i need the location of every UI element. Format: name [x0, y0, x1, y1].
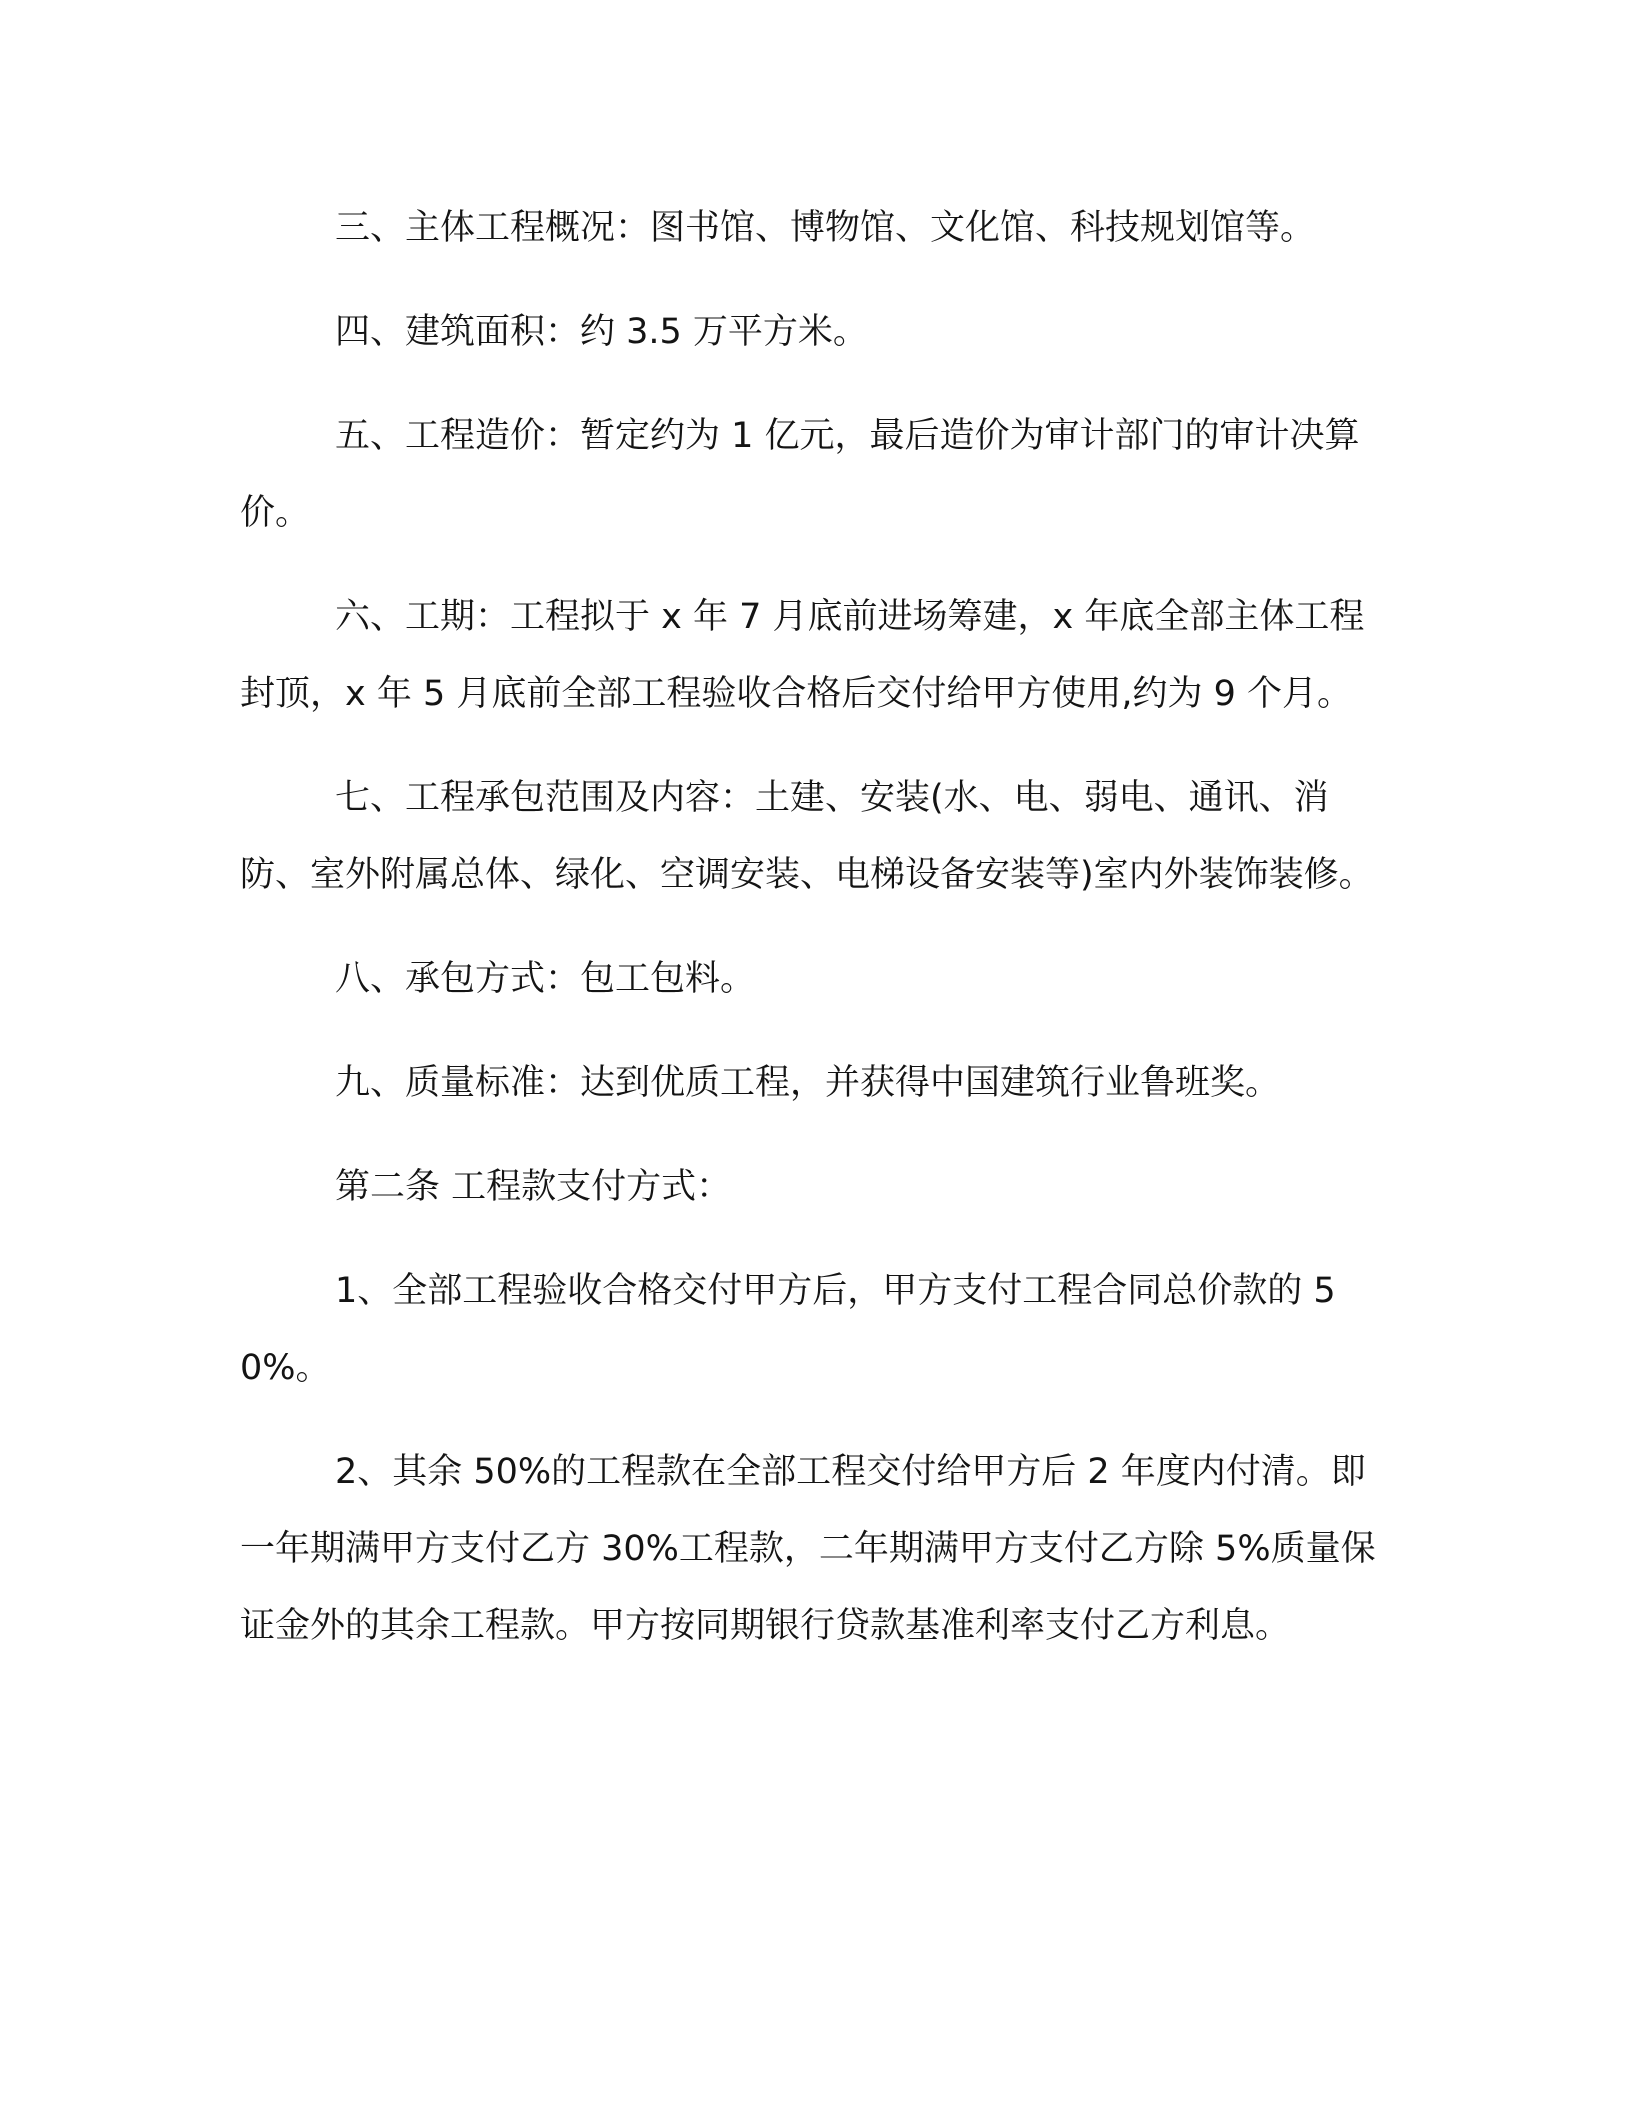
paragraph-contract-method: 八、承包方式：包工包料。: [335, 959, 756, 999]
paragraph-building-area: 四、建筑面积：约 3.5 万平方米。: [335, 312, 868, 352]
paragraph-project-overview: 三、主体工程概况：图书馆、博物馆、文化馆、科技规划馆等。: [335, 208, 1316, 248]
document-body: [240, 190, 1380, 1692]
paragraph-payment-item-2: 2、其余 50%的工程款在全部工程交付给甲方后 2 年度内付清。即一年期满甲方支付乙方 30%工程款，二年期满甲方支付乙方除 5%质量保证金外的其余工程款。甲方按同期银行贷款基准利率支付乙方利息。: [240, 1452, 1376, 1646]
paragraph-construction-period: 六、工期：工程拟于 x 年 7 月底前进场筹建，x 年底全部主体工程封顶，x 年 5 月底前全部工程验收合格后交付给甲方使用,约为 9 个月。: [240, 597, 1365, 714]
paragraph-project-cost: 五、工程造价：暂定约为 1 亿元，最后造价为审计部门的审计决算价。: [240, 416, 1360, 533]
section-heading-payment: 第二条 工程款支付方式：: [335, 1167, 732, 1207]
paragraph-payment-item-1: 1、全部工程验收合格交付甲方后，甲方支付工程合同总价款的 50%。: [240, 1271, 1336, 1388]
paragraph-quality-standard: 九、质量标准：达到优质工程，并获得中国建筑行业鲁班奖。: [335, 1063, 1281, 1103]
paragraph-contract-scope: 七、工程承包范围及内容：土建、安装(水、电、弱电、通讯、消防、室外附属总体、绿化、空调安装、电梯设备安装等)室内外装饰装修。: [240, 778, 1374, 895]
